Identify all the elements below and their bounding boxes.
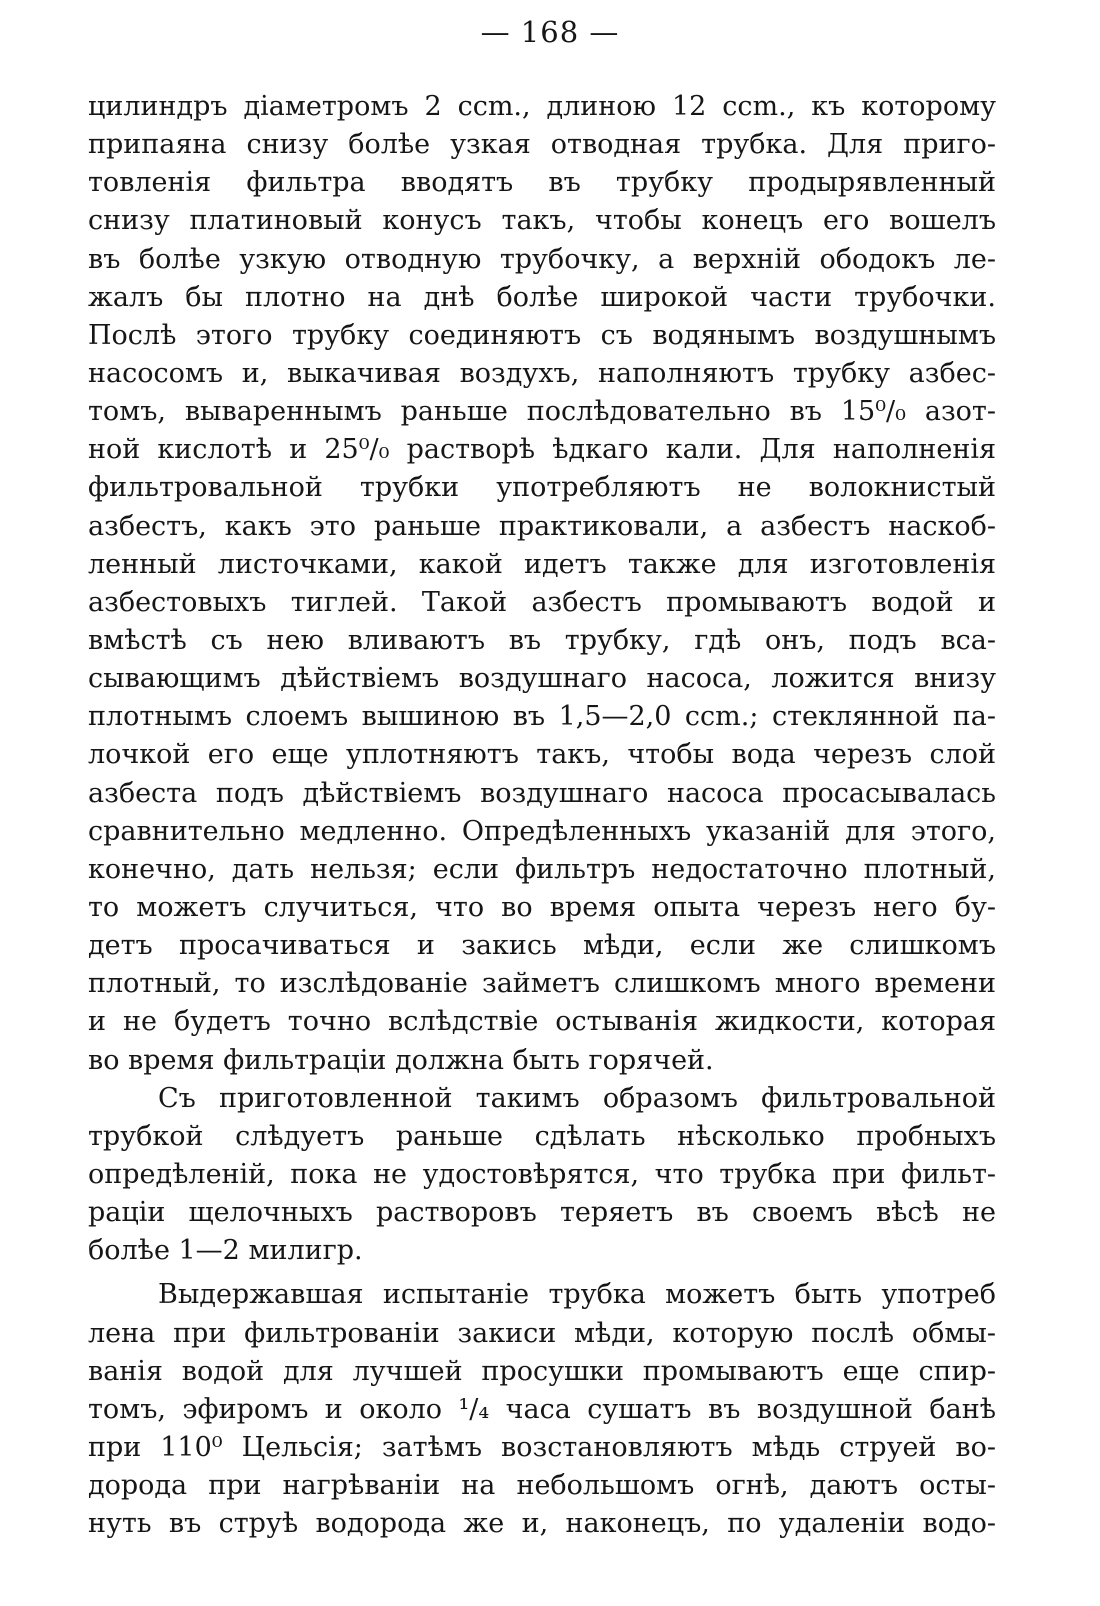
text-line: томъ, вывареннымъ раньше послѣдовательно въ 15⁰/₀ азот- (88, 396, 996, 428)
text-line: припаяна снизу болѣе узкая отводная трубка. Для приго- (88, 129, 996, 161)
text-line: конечно, дать нельзя; если фильтръ недостаточно плотный, (88, 853, 996, 885)
text-line: Послѣ этого трубку соединяютъ съ водянымъ воздушнымъ (88, 319, 996, 351)
text-line: опредѣленій, пока не удостовѣрятся, что трубка при фильт- (88, 1158, 996, 1190)
text-line: жалъ бы плотно на днѣ болѣе широкой части трубочки. (88, 281, 996, 313)
text-line: сравнительно медленно. Опредѣленныхъ указаній для этого, (88, 815, 996, 847)
text-line: Съ приготовленной такимъ образомъ фильтровальной (158, 1082, 996, 1114)
text-line: въ болѣе узкую отводную трубочку, а верхній ободокъ ле- (88, 243, 996, 275)
text-line: лочкой его еще уплотняютъ такъ, чтобы вода черезъ слой (88, 739, 996, 771)
text-line: снизу платиновый конусъ такъ, чтобы конецъ его вошелъ (88, 205, 996, 237)
text-line: азбестовыхъ тиглей. Такой азбестъ промываютъ водой и (88, 586, 996, 618)
text-line: раціи щелочныхъ растворовъ теряетъ въ своемъ вѣсѣ не (88, 1197, 996, 1229)
text-line: насосомъ и, выкачивая воздухъ, наполняютъ трубку азбес- (88, 357, 996, 389)
text-line: то можетъ случиться, что во время опыта черезъ него бу- (88, 891, 996, 923)
text-line: томъ, эфиромъ и около ¹/₄ часа сушатъ въ воздушной банѣ (88, 1393, 996, 1425)
text-line: сывающимъ дѣйствіемъ воздушнаго насоса, ложится внизу (88, 663, 996, 695)
text-line: трубкой слѣдуетъ раньше сдѣлать нѣсколько пробныхъ (88, 1120, 996, 1152)
text-line: лена при фильтрованіи закиси мѣди, которую послѣ обмы- (88, 1317, 996, 1349)
text-line: дорода при нагрѣваніи на небольшомъ огнѣ, даютъ осты- (88, 1470, 996, 1502)
text-line: ной кислотѣ и 25⁰/₀ растворѣ ѣдкаго кали. Для наполненія (88, 434, 996, 466)
text-line: и не будетъ точно вслѣдствіе остыванія жидкости, которая (88, 1006, 996, 1038)
text-line: детъ просачиваться и закись мѣди, если же слишкомъ (88, 930, 996, 962)
text-line: нуть въ струѣ водорода же и, наконецъ, по удаленіи водо- (88, 1508, 996, 1540)
text-line: товленія фильтра вводятъ въ трубку продырявленный (88, 167, 996, 199)
page-number: — 168 — (480, 15, 620, 49)
text-line: цилиндръ діаметромъ 2 ccm., длиною 12 ccm., къ которому (88, 91, 996, 122)
body-text (88, 88, 996, 1543)
text-line: болѣе 1—2 милигр. (88, 1235, 363, 1267)
text-line: во время фильтраціи должна быть горячей. (88, 1044, 714, 1076)
text-line: фильтровальной трубки употребляютъ не волокнистый (88, 472, 996, 504)
text-line: плотный, то изслѣдованіе займетъ слишкомъ много времени (88, 968, 996, 1000)
text-line: вмѣстѣ съ нею вливаютъ въ трубку, гдѣ онъ, подъ вса- (88, 624, 996, 656)
text-line: ванія водой для лучшей просушки промываютъ еще спир- (88, 1355, 996, 1387)
text-line: при 110⁰ Цельсія; затѣмъ возстановляютъ мѣдь струей во- (88, 1431, 996, 1463)
text-line: Выдержавшая испытаніе трубка можетъ быть употреб (158, 1279, 996, 1311)
text-line: ленный листочками, какой идетъ также для изготовленія (88, 548, 996, 580)
text-line: азбестъ, какъ это раньше практиковали, а азбестъ наскоб- (88, 510, 996, 542)
text-line: плотнымъ слоемъ вышиною въ 1,5—2,0 ccm.; стеклянной па- (88, 701, 996, 733)
text-line: азбеста подъ дѣйствіемъ воздушнаго насоса просасывалась (88, 777, 996, 809)
